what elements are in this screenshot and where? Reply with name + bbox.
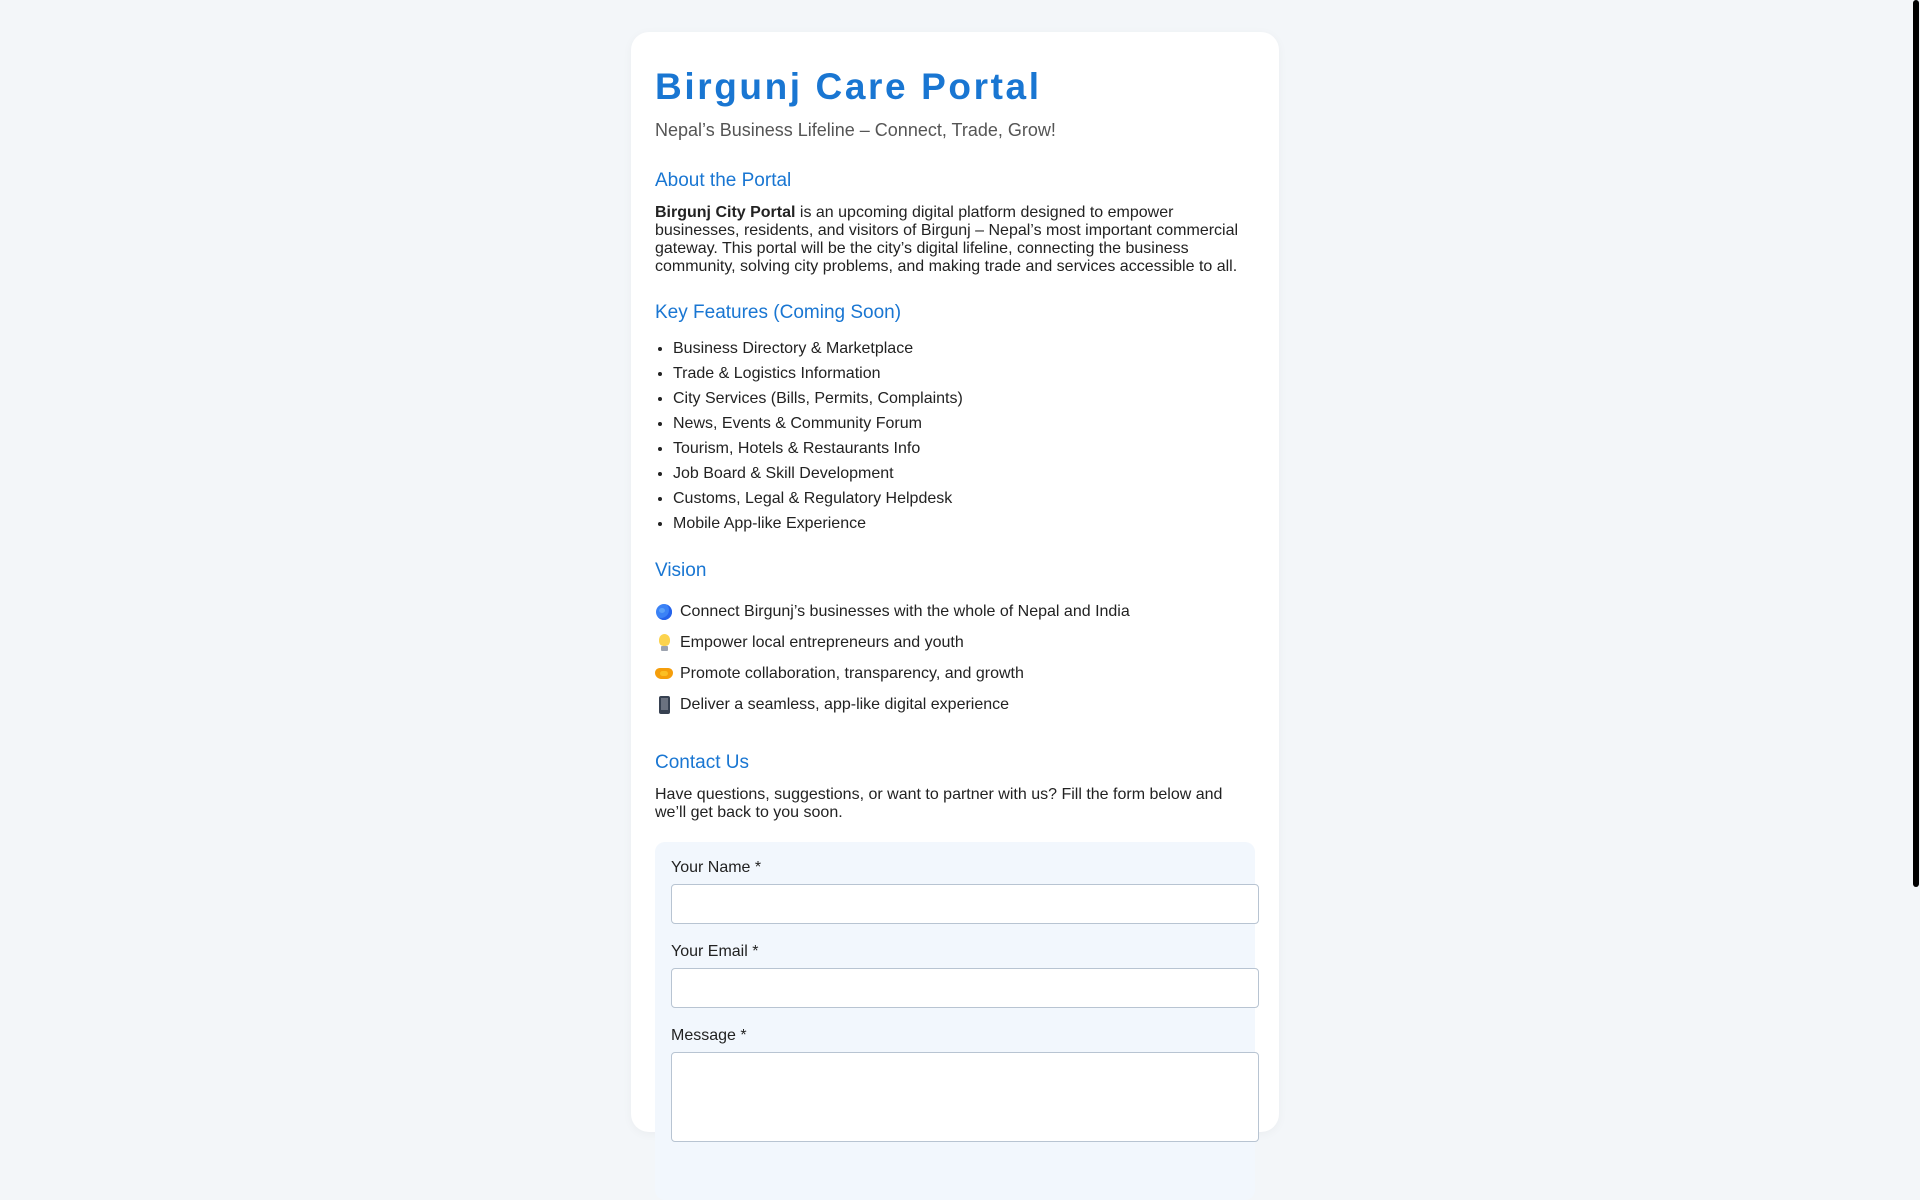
vision-list bbox=[655, 596, 1255, 720]
portal-card bbox=[631, 32, 1279, 1132]
feature-item: • Trade & Logistics Information bbox=[673, 361, 1255, 386]
scrollbar-thumb[interactable] bbox=[1913, 0, 1919, 887]
feature-item: • Tourism, Hotels & Restaurants Info bbox=[673, 436, 1255, 461]
light-bulb-icon bbox=[655, 634, 675, 652]
page-scrollbar[interactable] bbox=[1912, 0, 1920, 1080]
name-label: Your Name * bbox=[671, 859, 762, 876]
email-label: Your Email * bbox=[671, 943, 759, 960]
about-paragraph bbox=[655, 204, 1255, 276]
feature-item: • Mobile App-like Experience bbox=[673, 511, 1255, 536]
vision-text: Empower local entrepreneurs and youth bbox=[680, 633, 964, 651]
about-text: is an upcoming digital platform designed to empower businesses, residents, and visitors of Birgunj – Nepal’s most important commercial gateway. This portal will be the city’s digital lifeline, connecting the business community, solving city problems, and making trade and services accessible to all. bbox=[655, 204, 1239, 275]
features-heading: Key Features (Coming Soon) bbox=[655, 302, 902, 323]
contact-form bbox=[655, 842, 1255, 1200]
email-input[interactable] bbox=[671, 968, 1259, 1008]
vision-item bbox=[655, 658, 1255, 689]
vision-item bbox=[655, 596, 1255, 627]
contact-heading: Contact Us bbox=[655, 752, 749, 773]
message-label: Message * bbox=[671, 1027, 747, 1044]
vision-text: Promote collaboration, transparency, and growth bbox=[680, 664, 1024, 682]
feature-item: • Job Board & Skill Development bbox=[673, 461, 1255, 486]
vision-item bbox=[655, 627, 1255, 658]
features-list bbox=[655, 336, 1255, 536]
about-heading: About the Portal bbox=[655, 170, 792, 191]
feature-item: • City Services (Bills, Permits, Complaints) bbox=[673, 386, 1255, 411]
vision-heading: Vision bbox=[655, 560, 707, 581]
page-tagline: Nepal’s Business Lifeline – Connect, Trade, Grow! bbox=[655, 120, 1056, 140]
name-input[interactable] bbox=[671, 884, 1259, 924]
feature-item: • Customs, Legal & Regulatory Helpdesk bbox=[673, 486, 1255, 511]
about-bold-lead: Birgunj City Portal bbox=[655, 204, 796, 221]
vision-item bbox=[655, 689, 1255, 720]
feature-item: • Business Directory & Marketplace bbox=[673, 336, 1255, 361]
page-title: Birgunj Care Portal bbox=[655, 66, 1042, 107]
mobile-phone-icon bbox=[655, 696, 675, 714]
contact-intro: Have questions, suggestions, or want to partner with us? Fill the form below and we’ll get back to you soon. bbox=[655, 786, 1223, 821]
vision-text: Deliver a seamless, app-like digital experience bbox=[680, 695, 1010, 713]
message-textarea[interactable] bbox=[671, 1052, 1259, 1142]
globe-icon bbox=[655, 603, 675, 621]
vision-text: Connect Birgunj’s businesses with the whole of Nepal and India bbox=[680, 602, 1130, 620]
feature-item: • News, Events & Community Forum bbox=[673, 411, 1255, 436]
handshake-icon bbox=[655, 665, 675, 683]
